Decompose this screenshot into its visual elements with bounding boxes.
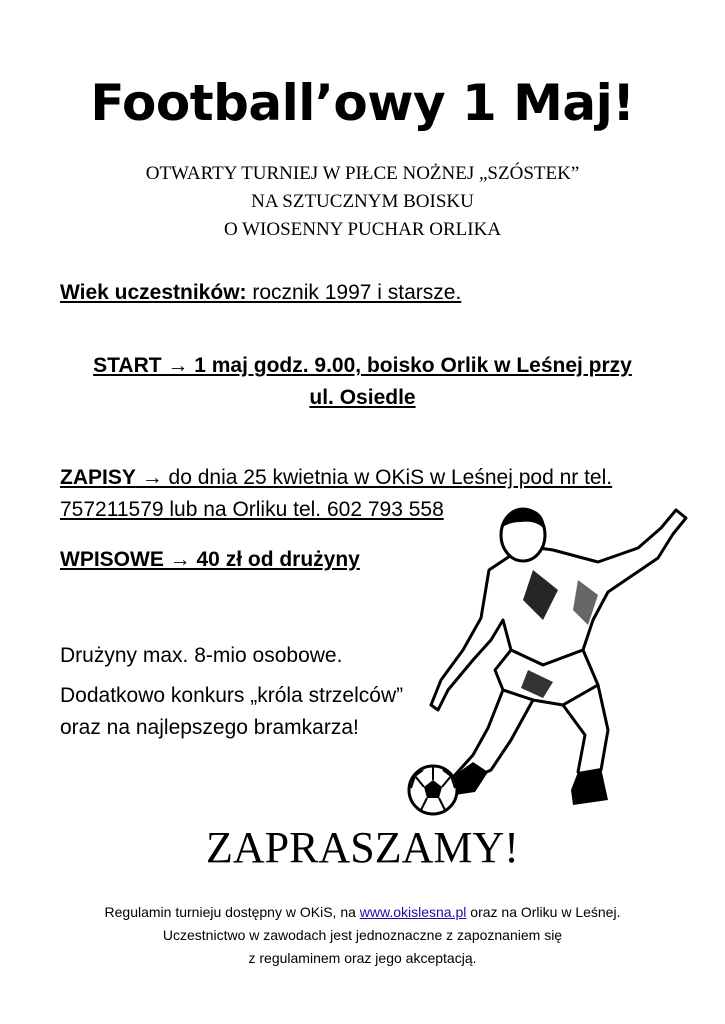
start-line-2: ul. Osiedle: [309, 386, 416, 409]
start-info: [0, 350, 725, 414]
registration-label: ZAPISY: [60, 466, 136, 489]
age-info: [60, 277, 461, 309]
football-player-kicking-ball-icon: [393, 500, 693, 820]
entry-fee: WPISOWE → 40 zł od drużyny: [60, 548, 360, 571]
extra-contests: [60, 680, 403, 744]
poster-subtitle: [0, 160, 725, 244]
footer-line-1-end: oraz na Orliku w Leśnej.: [466, 904, 621, 920]
team-size: Drużyny max. 8-mio osobowe.: [60, 644, 343, 667]
poster-title: Football’owy 1 Maj!: [90, 74, 635, 132]
invite-heading: ZAPRASZAMY!: [206, 823, 519, 872]
footer-line-3: z regulaminem oraz jego akceptacją.: [248, 950, 477, 966]
extra-line-1: Dodatkowo konkurs „króla strzelców”: [60, 684, 404, 707]
subtitle-line-2: NA SZTUCZNYM BOISKU: [251, 191, 474, 212]
website-link[interactable]: www.okislesna.pl: [359, 904, 467, 920]
footer-line-2: Uczestnictwo w zawodach jest jednoznaczne z zapoznaniem się: [162, 927, 563, 943]
start-line-1: START → 1 maj godz. 9.00, boisko Orlik w Leśnej przy: [93, 354, 632, 377]
rules-footer: [0, 901, 725, 970]
subtitle-line-3: O WIOSENNY PUCHAR ORLIKA: [223, 219, 502, 240]
age-value: rocznik 1997 i starsze.: [246, 281, 462, 304]
registration-line-1: → do dnia 25 kwietnia w OKiS w Leśnej pod nr tel.: [135, 466, 613, 489]
extra-line-2: oraz na najlepszego bramkarza!: [60, 716, 359, 739]
registration-line-2: 757211579 lub na Orliku tel. 602 793 558: [60, 498, 444, 521]
footer-line-1-start: Regulamin turnieju dostępny w OKiS, na: [104, 904, 360, 920]
age-label: Wiek uczestników:: [60, 281, 247, 304]
subtitle-line-1: OTWARTY TURNIEJ W PIŁCE NOŻNEJ „SZÓSTEK”: [145, 163, 580, 184]
